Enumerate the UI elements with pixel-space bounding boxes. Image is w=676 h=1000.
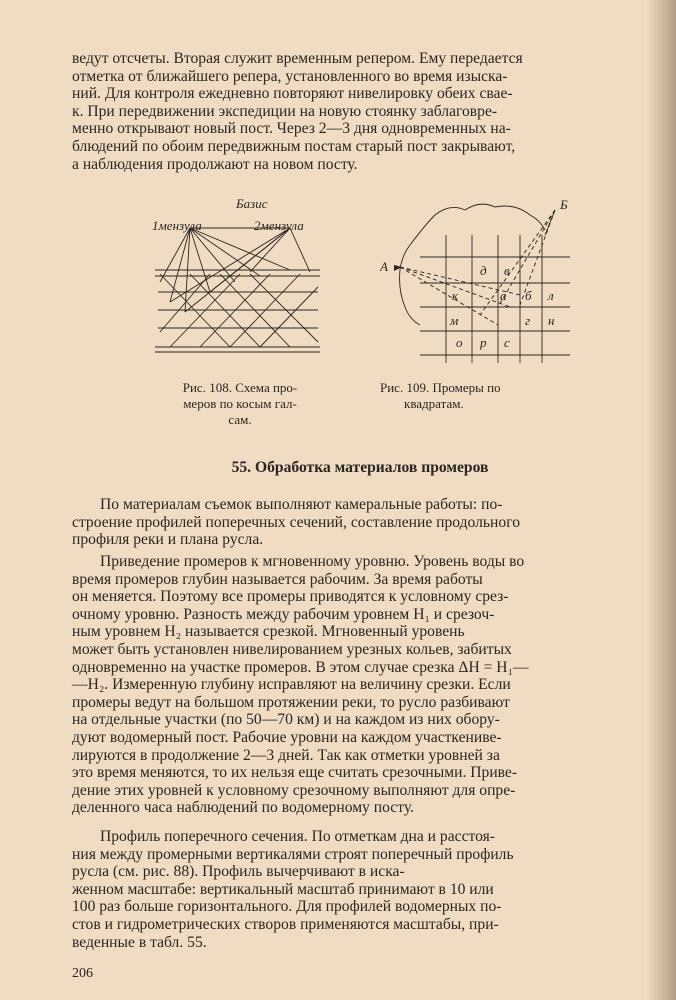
text-line: блюдений по обоим передвижным постам старый пост закрывают, [72,137,516,155]
text-line: строение профилей поперечных сечений, составление продольного [72,513,520,531]
label-mensula-1: 1мензула [152,218,202,233]
label-basis: Базис [236,196,268,211]
text-line: ний. Для контроля ежедневно повторяют нивелировку обеих свае- [72,85,513,103]
section-heading: 55. Обработка материалов промеров [231,459,489,476]
caption-line: сам. [228,412,252,427]
cell-label: м [450,313,459,328]
cell-label: о [456,335,463,350]
cell-label: б [525,288,532,303]
paragraph-instant-level [72,553,648,817]
text-line: 100 раз больше горизонтального. Для профилей водомерных по- [72,898,502,916]
cell-label: а [500,288,507,303]
caption-line: квадратам. [404,396,464,411]
caption-line: меров по косым гал- [183,396,297,411]
text-line: может быть установлен нивелированием урезных кольев, забитых [72,640,512,658]
text-line: очному уровню. Разность между рабочим уровнем H₁ и срезоч- [72,605,495,623]
text-line: он меняется. Поэтому все промеры приводятся к условному срез- [72,588,509,606]
figure-108-caption [150,380,330,428]
cell-label: с [504,335,510,350]
text-line: ным уровнем H₂ называется срезкой. Мгновенный уровень [72,623,465,641]
paragraph-intro [72,496,648,549]
text-line: веденные в табл. 55. [72,933,207,951]
cell-label: г [525,313,531,328]
text-line: время промеров глубин называется рабочим. За время работы [72,570,483,588]
cell-label: л [548,288,554,303]
cell-label: н [548,313,555,328]
figure-109-caption [380,380,560,412]
text-line: профиля реки и плана русла. [72,531,264,549]
text-line: дуют водомерный пост. Рабочие уровни на каждом участкениве- [72,728,502,746]
caption-line: Рис. 109. Промеры по [380,380,501,395]
text-line: Профиль поперечного сечения. По отметкам дна и расстоя- [100,828,495,845]
text-line: отметка от ближайшего репера, установленного во время изыска- [72,67,508,85]
page-number: 206 [72,966,93,981]
text-line: к. При передвижении экспедиции на новую стоянку заблаговре- [72,102,498,120]
text-line: а наблюдения продолжают на новом посту. [72,155,358,173]
cell-label: д [480,263,487,278]
text-line: ния между промерными вертикалями строят поперечный профиль [72,845,514,863]
text-line: По материалам съемок выполняют камеральные работы: по- [100,496,503,513]
page-edge-shadow [646,0,676,1000]
text-line: ведут отсчеты. Вторая служит временным репером. Ему передается [72,50,523,67]
figure-109-diagram [380,195,580,367]
text-line: дение этих уровней к условному срезочному выполняют для опре- [72,781,516,799]
caption-line: Рис. 108. Схема про- [182,380,298,395]
cell-label: к [452,288,459,303]
figure-108-diagram [150,192,330,360]
label-mensula-2: 2мензула [254,218,304,233]
label-point-b: Б [560,197,568,212]
top-paragraph [72,50,648,173]
text-line: Приведение промеров к мгновенному уровню. Уровень воды во [100,553,525,570]
text-line: менно открывают новый пост. Через 2—3 дня одновременных на- [72,120,511,138]
text-line: одновременно на участке промеров. В этом случае срезка ΔH = H₁— [72,658,529,676]
cell-label: в [504,263,510,278]
text-line: стов и гидрометрических створов применяются масштабы, при- [72,915,499,933]
text-line: женном масштабе: вертикальный масштаб принимают в 10 или [72,880,494,898]
label-point-a: А [380,259,388,274]
text-line: лируются в продолжение 2—3 дней. Так как отметки уровней за [72,746,500,764]
text-line: это время меняются, то их нельзя еще считать срезочными. Приве- [72,764,518,782]
text-line: деленного часа наблюдений по водомерному посту. [72,799,414,817]
paragraph-cross-section [72,828,648,951]
text-line: —H₂. Измеренную глубину исправляют на величину срезки. Если [72,676,511,694]
cell-label: р [480,335,487,350]
text-line: на отдельные участки (по 50—70 км) и на каждом из них обору- [72,711,500,729]
text-line: промеры ведут на большом протяжении реки, то русло разбивают [72,693,510,711]
text-line: русла (см. рис. 88). Профиль вычерчивают в иска- [72,863,405,881]
